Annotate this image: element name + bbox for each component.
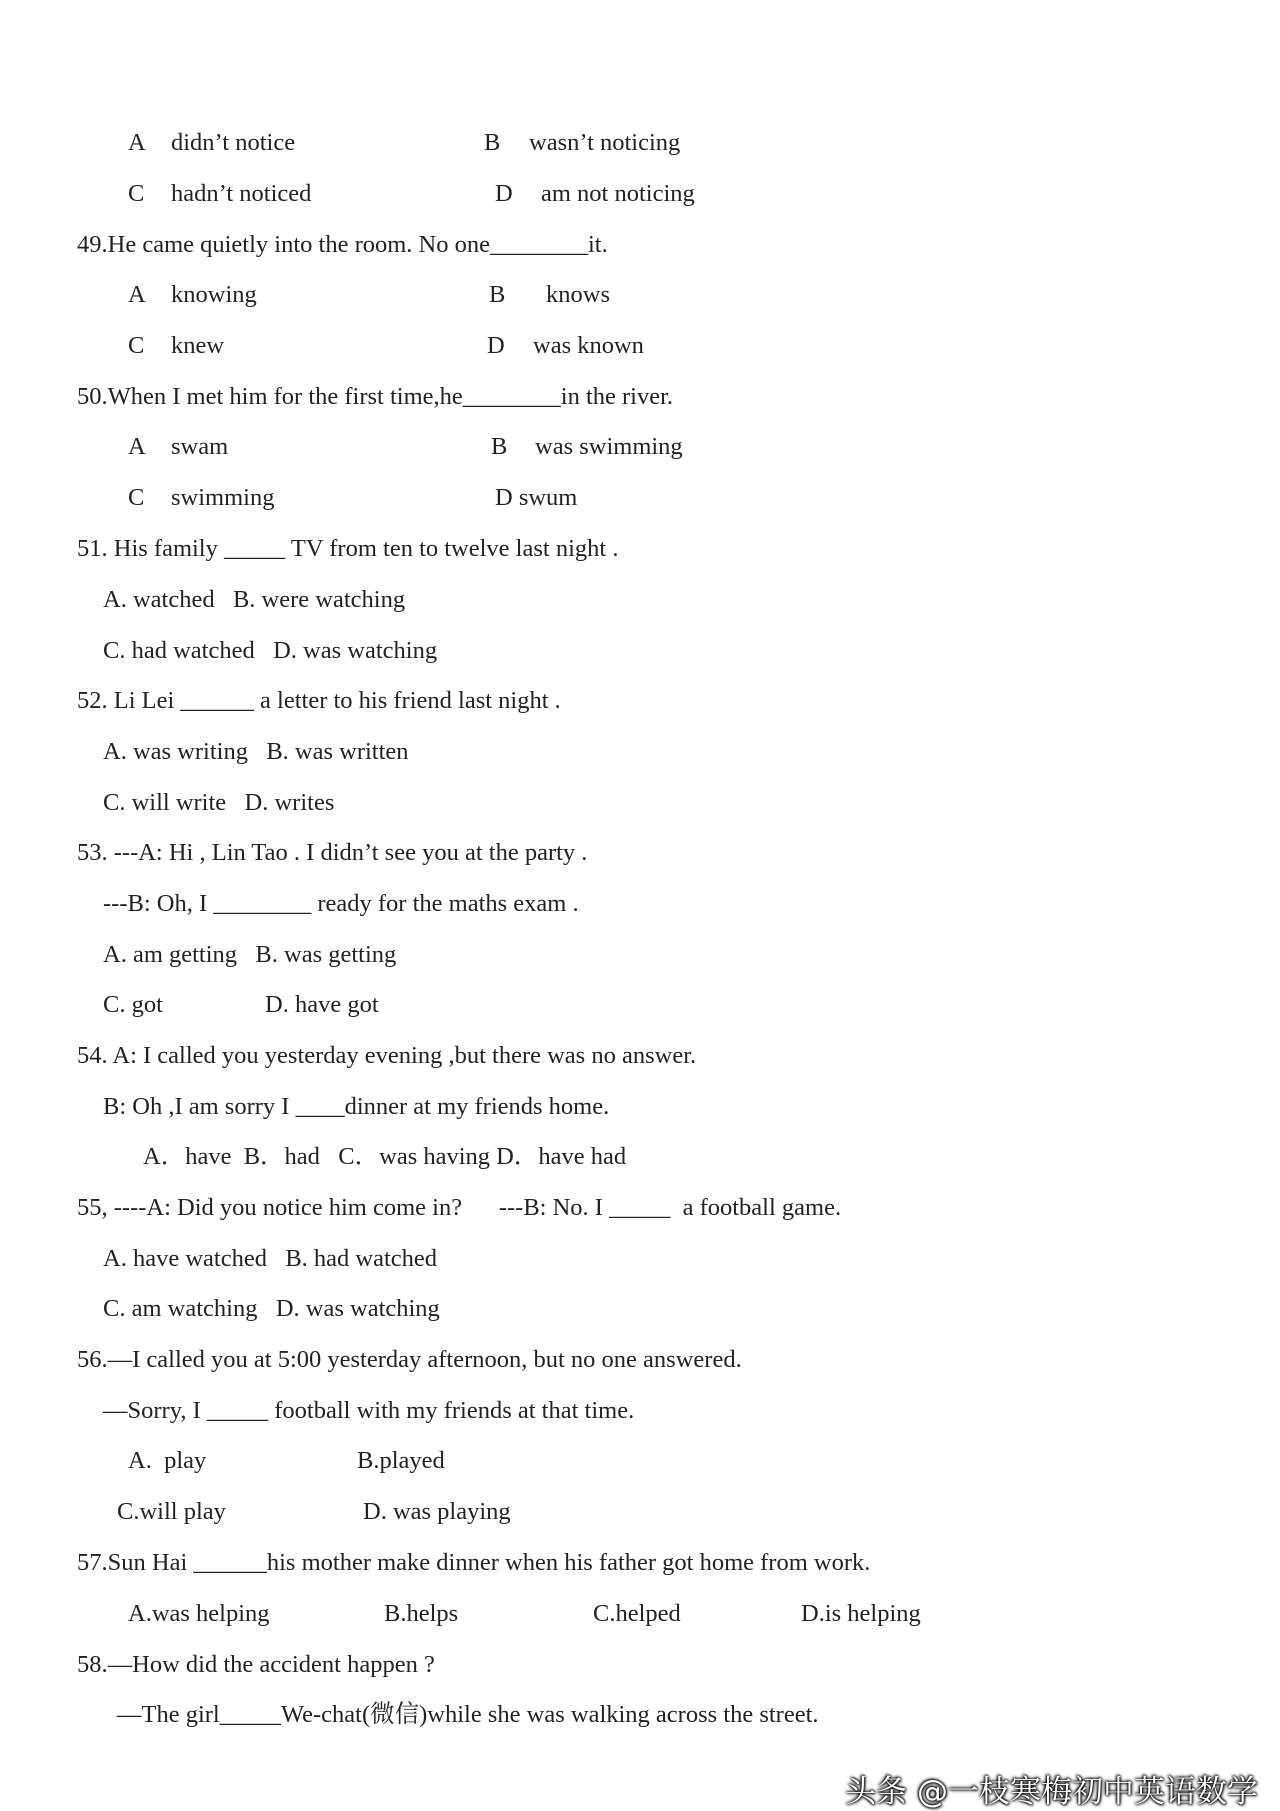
q58-stem: 58.—How did the accident happen ? xyxy=(77,1651,435,1678)
q56-stem: 56.—I called you at 5:00 yesterday afternoon, but no one answered. xyxy=(77,1346,742,1373)
q57-option-a: A.was helping xyxy=(128,1600,270,1627)
q53-options-row1: A. am getting B. was getting xyxy=(103,941,397,968)
q57-stem: 57.Sun Hai ______his mother make dinner when his father got home from work. xyxy=(77,1549,871,1576)
q53-option-c: C. got xyxy=(103,991,163,1018)
q50-option-a-letter: A xyxy=(128,433,146,460)
q55-options-row1: A. have watched B. had watched xyxy=(103,1245,438,1272)
q49-option-c-letter: C xyxy=(128,332,145,359)
q50-option-b-letter: B xyxy=(491,433,508,460)
q49-option-d-text: was known xyxy=(533,332,644,359)
q58-dialog-b: —The girl_____We-chat(微信)while she was walking across the street. xyxy=(117,1701,819,1728)
q51-options-row2: C. had watched D. was watching xyxy=(103,637,438,664)
q57-option-c: C.helped xyxy=(593,1600,681,1627)
q49-option-a-letter: A xyxy=(128,281,146,308)
q48-option-a-text: didn’t notice xyxy=(171,129,296,156)
q48-option-b-letter: B xyxy=(484,129,501,156)
q51-stem: 51. His family _____ TV from ten to twelve last night . xyxy=(77,535,619,562)
q51-options-row1: A. watched B. were watching xyxy=(103,586,406,613)
q48-option-a-letter: A xyxy=(128,129,146,156)
q54-options: A．have B．had C．was having D．have had xyxy=(143,1143,627,1170)
q48-option-c-text: hadn’t noticed xyxy=(171,180,312,207)
q48-option-b-text: wasn’t noticing xyxy=(529,129,681,156)
q50-option-c-letter: C xyxy=(128,484,145,511)
q52-options-row1: A. was writing B. was written xyxy=(103,738,409,765)
q50-option-a-text: swam xyxy=(171,433,229,460)
q50-option-b-text: was swimming xyxy=(535,433,683,460)
q50-option-c-text: swimming xyxy=(171,484,275,511)
q56-option-b: B.played xyxy=(357,1447,445,1474)
source-watermark: 头条 @一枝寒梅初中英语数学 xyxy=(845,1774,1258,1810)
q48-option-d-letter: D xyxy=(495,180,513,207)
q53-dialog-b: ---B: Oh, I ________ ready for the maths exam . xyxy=(103,890,579,917)
q55-stem: 55, ----A: Did you notice him come in? ---B: No. I _____ a football game. xyxy=(77,1194,842,1221)
q49-option-b-letter: B xyxy=(489,281,506,308)
q56-option-d: D. was playing xyxy=(363,1498,511,1525)
q53-option-d: D. have got xyxy=(265,991,379,1018)
q48-option-c-letter: C xyxy=(128,180,145,207)
q57-option-b: B.helps xyxy=(384,1600,459,1627)
q49-option-d-letter: D xyxy=(487,332,505,359)
q54-dialog-b: B: Oh ,I am sorry I ____dinner at my friends home. xyxy=(103,1093,610,1120)
q57-option-d: D.is helping xyxy=(801,1600,921,1627)
q50-option-d-text: D swum xyxy=(495,484,578,511)
q53-stem: 53. ---A: Hi , Lin Tao . I didn’t see you at the party . xyxy=(77,839,588,866)
q56-dialog-b: —Sorry, I _____ football with my friends at that time. xyxy=(103,1397,635,1424)
q52-stem: 52. Li Lei ______ a letter to his friend last night . xyxy=(77,687,561,714)
q55-options-row2: C. am watching D. was watching xyxy=(103,1295,440,1322)
q48-option-d-text: am not noticing xyxy=(541,180,695,207)
q54-stem: 54. A: I called you yesterday evening ,but there was no answer. xyxy=(77,1042,697,1069)
q49-option-b-text: knows xyxy=(546,281,610,308)
q56-option-c: C.will play xyxy=(117,1498,226,1525)
q49-stem: 49.He came quietly into the room. No one________it. xyxy=(77,231,608,258)
q49-option-c-text: knew xyxy=(171,332,225,359)
q56-option-a: A. play xyxy=(128,1447,207,1474)
q50-stem: 50.When I met him for the first time,he________in the river. xyxy=(77,383,674,410)
q52-options-row2: C. will write D. writes xyxy=(103,789,335,816)
q49-option-a-text: knowing xyxy=(171,281,257,308)
